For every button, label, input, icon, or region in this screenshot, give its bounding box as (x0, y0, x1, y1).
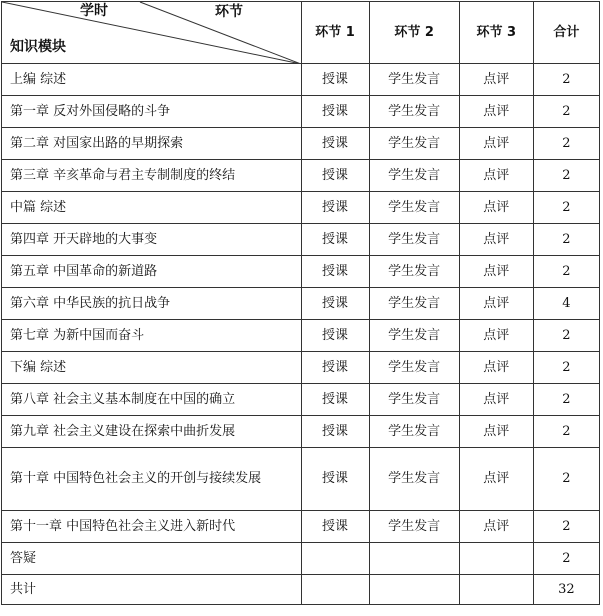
step2-cell: 学生发言 (369, 416, 459, 448)
step1-cell (301, 543, 369, 575)
total-cell: 2 (533, 448, 599, 511)
step3-cell: 点评 (459, 160, 533, 192)
step1-cell: 授课 (301, 288, 369, 320)
step3-cell: 点评 (459, 96, 533, 128)
table-row (2, 448, 600, 511)
topic-cell: 第十一章 中国特色社会主义进入新时代 (2, 511, 302, 543)
step2-cell: 学生发言 (369, 64, 459, 96)
step2-cell: 学生发言 (369, 256, 459, 288)
topic-cell: 第九章 社会主义建设在探索中曲折发展 (2, 416, 302, 448)
step3-cell: 点评 (459, 448, 533, 511)
topic-cell: 中篇 综述 (2, 192, 302, 224)
step1-cell: 授课 (301, 511, 369, 543)
table-row (2, 160, 600, 192)
table-row (2, 416, 600, 448)
total-cell: 2 (533, 96, 599, 128)
step3-cell: 点评 (459, 224, 533, 256)
table-row (2, 96, 600, 128)
topic-cell: 第二章 对国家出路的早期探索 (2, 128, 302, 160)
topic-cell: 第八章 社会主义基本制度在中国的确立 (2, 384, 302, 416)
step1-cell: 授课 (301, 192, 369, 224)
topic-cell: 上编 综述 (2, 64, 302, 96)
topic-cell: 第四章 开天辟地的大事变 (2, 224, 302, 256)
step3-cell: 点评 (459, 384, 533, 416)
step2-cell: 学生发言 (369, 511, 459, 543)
total-cell: 2 (533, 192, 599, 224)
step3-cell: 点评 (459, 256, 533, 288)
empty-cell (459, 575, 533, 605)
step3-cell: 点评 (459, 192, 533, 224)
step2-cell: 学生发言 (369, 352, 459, 384)
table-row (2, 128, 600, 160)
grand-total-value: 32 (533, 575, 599, 605)
step1-cell: 授课 (301, 448, 369, 511)
table-row (2, 543, 600, 575)
step-label: 环节 (215, 4, 243, 20)
step2-cell: 学生发言 (369, 320, 459, 352)
topic-cell: 第一章 反对外国侵略的斗争 (2, 96, 302, 128)
step3-cell: 点评 (459, 352, 533, 384)
total-cell: 2 (533, 256, 599, 288)
grand-total-label: 共计 (2, 575, 302, 605)
total-cell: 4 (533, 288, 599, 320)
step1-cell: 授课 (301, 160, 369, 192)
step3-cell: 点评 (459, 511, 533, 543)
total-cell: 2 (533, 384, 599, 416)
topic-cell: 第十章 中国特色社会主义的开创与接续发展 (2, 448, 302, 511)
step2-cell: 学生发言 (369, 128, 459, 160)
step1-cell: 授课 (301, 128, 369, 160)
topic-cell: 第五章 中国革命的新道路 (2, 256, 302, 288)
column-header-step2: 环节 2 (369, 2, 459, 64)
topic-cell: 第三章 辛亥革命与君主专制制度的终结 (2, 160, 302, 192)
total-cell: 2 (533, 416, 599, 448)
table-row (2, 64, 600, 96)
step1-cell: 授课 (301, 96, 369, 128)
hours-label: 学时 (80, 3, 108, 19)
step1-cell: 授课 (301, 320, 369, 352)
total-cell: 2 (533, 320, 599, 352)
table-header-row (2, 2, 600, 64)
table-row (2, 511, 600, 543)
step3-cell: 点评 (459, 64, 533, 96)
step2-cell: 学生发言 (369, 384, 459, 416)
topic-cell: 下编 综述 (2, 352, 302, 384)
step2-cell: 学生发言 (369, 288, 459, 320)
table-row (2, 256, 600, 288)
step3-cell: 点评 (459, 128, 533, 160)
step2-cell: 学生发言 (369, 96, 459, 128)
column-header-total: 合计 (533, 2, 599, 64)
course-schedule-table (1, 1, 600, 605)
step1-cell: 授课 (301, 352, 369, 384)
empty-cell (301, 575, 369, 605)
empty-cell (369, 575, 459, 605)
table-row (2, 384, 600, 416)
topic-cell: 第七章 为新中国而奋斗 (2, 320, 302, 352)
table-row (2, 352, 600, 384)
total-cell: 2 (533, 224, 599, 256)
step2-cell: 学生发言 (369, 448, 459, 511)
topic-cell: 第六章 中华民族的抗日战争 (2, 288, 302, 320)
step3-cell (459, 543, 533, 575)
step2-cell: 学生发言 (369, 192, 459, 224)
table-row (2, 224, 600, 256)
step1-cell: 授课 (301, 256, 369, 288)
step2-cell: 学生发言 (369, 224, 459, 256)
grand-total-row (2, 575, 600, 605)
topic-label: 知识模块 (10, 39, 66, 55)
step2-cell: 学生发言 (369, 160, 459, 192)
diagonal-header-cell (2, 2, 302, 64)
total-cell: 2 (533, 352, 599, 384)
step2-cell (369, 543, 459, 575)
total-cell: 2 (533, 511, 599, 543)
table-row (2, 320, 600, 352)
step1-cell: 授课 (301, 224, 369, 256)
column-header-step3: 环节 3 (459, 2, 533, 64)
step3-cell: 点评 (459, 416, 533, 448)
step1-cell: 授课 (301, 384, 369, 416)
column-header-step1: 环节 1 (301, 2, 369, 64)
total-cell: 2 (533, 128, 599, 160)
topic-cell: 答疑 (2, 543, 302, 575)
table-row (2, 192, 600, 224)
step1-cell: 授课 (301, 416, 369, 448)
step1-cell: 授课 (301, 64, 369, 96)
total-cell: 2 (533, 160, 599, 192)
total-cell: 2 (533, 64, 599, 96)
step3-cell: 点评 (459, 320, 533, 352)
step3-cell: 点评 (459, 288, 533, 320)
total-cell: 2 (533, 543, 599, 575)
table-row (2, 288, 600, 320)
